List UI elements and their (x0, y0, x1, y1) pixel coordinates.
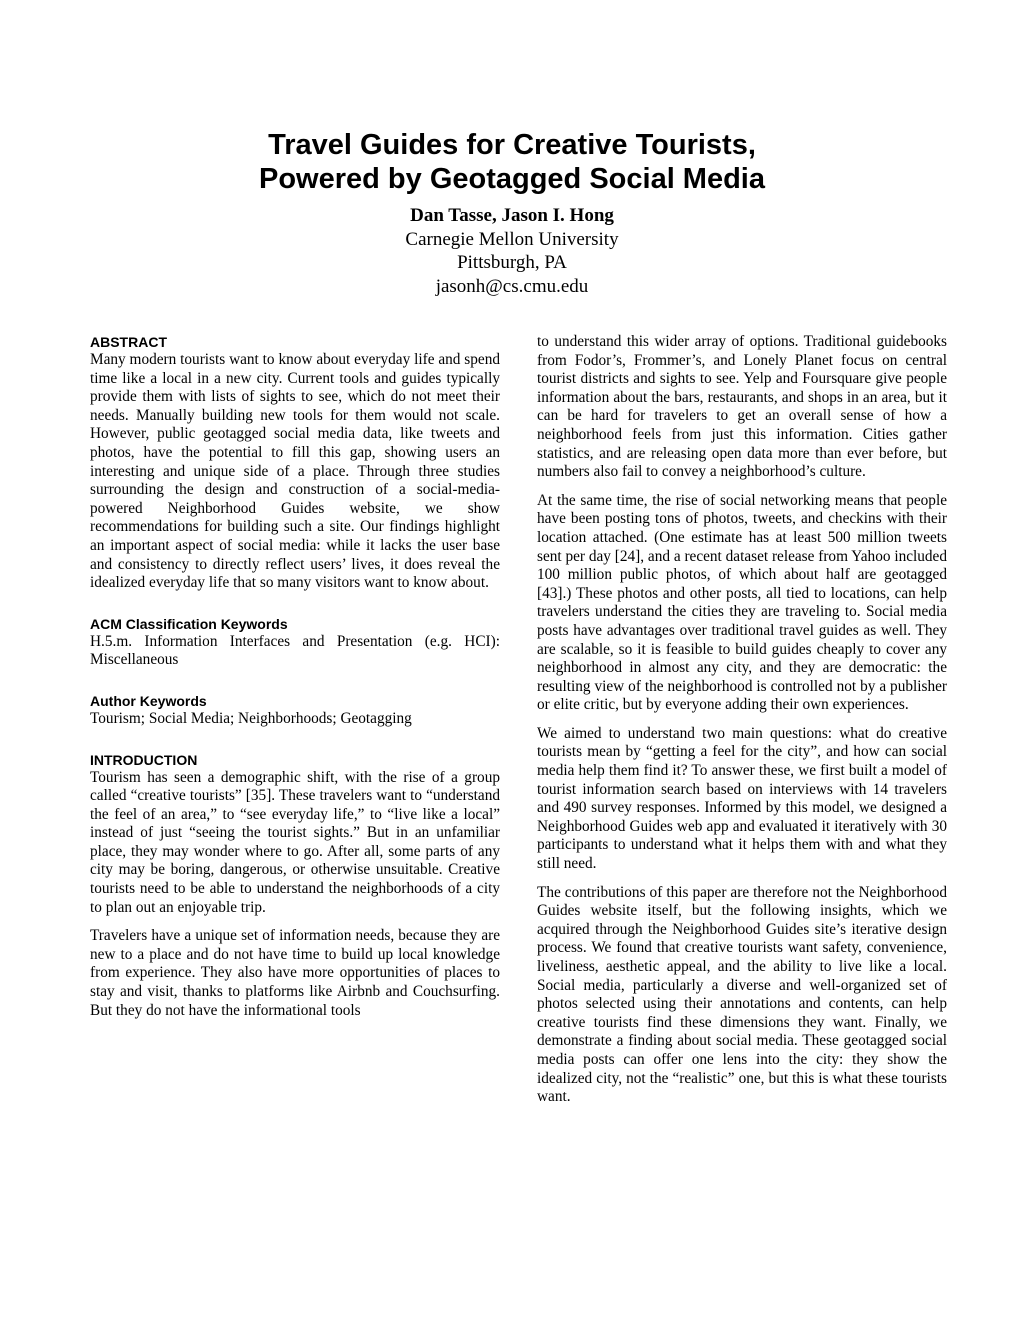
paper-title (0, 128, 1024, 196)
intro-paragraph-1: Tourism has seen a demographic shift, with the rise of a group called “creative tourists” [35]. These travelers want to “understand the feel of an area,” to “see everyday life,” to “live like a local” instead of just “seeing the tourist sights.” But in an unfamiliar place, they may wonder where to go. After all, some parts of any city may be boring, dangerous, or otherwise unsuitable. Creative tourists need to be able to understand the neighborhoods of a city to plan out an enjoyable trip. (90, 768, 500, 916)
email: jasonh@cs.cmu.edu (435, 275, 589, 297)
keywords-text: Tourism; Social Media; Neighborhoods; Geotagging (90, 709, 412, 727)
acm-heading: ACM Classification Keywords (90, 615, 288, 632)
right-paragraph-3: We aimed to understand two main questions: what do creative tourists mean by “getting a feel for the city”, and how can social media help them find it? To answer these, we first built a model of tourist information search based on interviews with 14 travelers and 490 survey responses. Informed by this model, we designed a Neighborhood Guides web app and evaluated it iteratively with 30 participants to understand what it helps them with and what they still need. (537, 724, 947, 873)
title-line-1: Travel Guides for Creative Tourists, (268, 129, 756, 161)
location: Pittsburgh, PA (457, 252, 567, 273)
acm-text: H.5.m. Information Interfaces and Presentation (e.g. HCI): Miscellaneous (90, 632, 500, 669)
right-paragraph-1: to understand this wider array of options. Traditional guidebooks from Fodor’s, Frommer’s, and Lonely Planet focus on central tourist districts and sights to see. Yelp and Foursquare give people information about the bars, restaurants, and shops in an area, but it can be hard for travelers to get an overall sense of how a neighborhood feels from just this information. Cities gather statistics, and are releasing open data more than ever before, but numbers also fail to convey a neighborhood’s culture. (537, 333, 947, 481)
title-line-2: Powered by Geotagged Social Media (258, 163, 765, 195)
right-paragraph-2: At the same time, the rise of social networking means that people have been posting tons of photos, tweets, and checkins with their location attached. (One estimate has at least 500 million tweets sent per day [24], and a recent dataset release from Yahoo included 100 million public photos, of which about half are geotagged [43].) These photos and other posts, all tied to locations, can help travelers understand the cities they are traveling to. Social media posts have advantages over traditional travel guides as well. They are scalable, so it is feasible to build guides cheaply to cover any neighborhood in almost any city, and they are democratic: the resulting view of the neighborhood is controlled not by a publisher or elite critic, but by everyone adding their own experiences. (537, 491, 947, 714)
right-paragraph-4: The contributions of this paper are therefore not the Neighborhood Guides website itself, but the following insights, which we acquired through the Neighborhood Guides site’s iterative design process. We found that creative tourists want safety, convenience, liveliness, aesthetic appeal, and the ability to live like a local. Social media, particularly a diverse and well-organized set of photos selected using their annotations and contents, can help creative tourists find these dimensions they want. Finally, we demonstrate a finding about social media. These geotagged social media posts can offer one lens into the city: they show the idealized city, not the “realistic” one, but this is what these tourists want. (537, 883, 947, 1106)
abstract-text: Many modern tourists want to know about everyday life and spend time like a local in a new city. Current tools and guides typically provide them with lists of sights to see, which do not meet their needs. Manually building new tools for them would not scale. However, public geotagged social media data, like tweets and photos, have the potential to fill this gap, showing users an interesting and unique side of a place. Through three studies surrounding the design and construction of a social-media-powered Neighborhood Guides website, we show recommendations for building such a site. Our findings highlight an important aspect of social media: while it lacks the user base and consistency to directly reflect users’ lives, it does reveal the idealized everyday life that so many visitors want to know about. (90, 351, 500, 592)
intro-paragraph-2: Travelers have a unique set of information needs, because they are new to a place and do not have time to build up local knowledge from experience. They also have more opportunities of places to stay and visit, thanks to platforms like Airbnb and Couchsurfing. But they do not have the informational tools (90, 927, 500, 1019)
author-names: Dan Tasse, Jason I. Hong (410, 205, 614, 226)
introduction-section (90, 751, 500, 1021)
abstract-section (90, 333, 500, 593)
abstract-heading: ABSTRACT (90, 334, 167, 350)
keywords-heading: Author Keywords (90, 692, 207, 709)
right-column (537, 333, 947, 1107)
introduction-heading: INTRODUCTION (90, 751, 198, 768)
author-block (0, 204, 1024, 298)
keywords-section (90, 692, 500, 729)
acm-section (90, 615, 500, 670)
left-column (90, 333, 500, 1042)
affiliation: Carnegie Mellon University (405, 228, 619, 250)
